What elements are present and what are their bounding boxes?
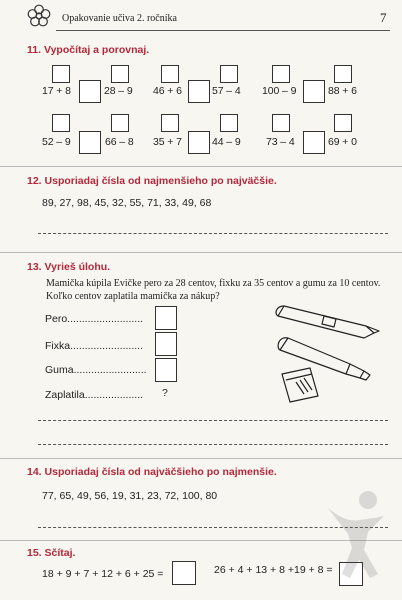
expression: 44 – 9: [212, 136, 241, 148]
section-divider: [0, 458, 402, 459]
page-title: Opakovanie učiva 2. ročníka: [62, 13, 177, 24]
number-list: 89, 27, 98, 45, 32, 55, 71, 33, 49, 68: [42, 197, 212, 209]
compare-box[interactable]: [303, 131, 325, 154]
answer-box[interactable]: [52, 114, 70, 132]
expression: 88 + 6: [328, 85, 357, 97]
answer-box[interactable]: [272, 65, 290, 83]
exercise-11-number: 11.: [27, 44, 42, 56]
exercise-11-title: Vypočítaj a porovnaj.: [43, 44, 150, 56]
addition-expression-1: 18 + 9 + 7 + 12 + 6 + 25 =: [42, 568, 164, 580]
expression: 69 + 0: [328, 136, 357, 148]
answer-line[interactable]: [38, 420, 388, 421]
word-problem-line-2: Koľko centov zaplatila mamička za nákup?: [46, 291, 220, 302]
compare-box[interactable]: [79, 80, 101, 103]
expression: 73 – 4: [266, 136, 295, 148]
answer-line[interactable]: [38, 233, 388, 234]
compare-box[interactable]: [79, 131, 101, 154]
section-divider: [0, 252, 402, 253]
answer-box[interactable]: [161, 114, 179, 132]
answer-box[interactable]: [161, 65, 179, 83]
expression: 66 – 8: [105, 136, 134, 148]
page-number: 7: [380, 10, 387, 25]
price-box-pen[interactable]: [155, 306, 177, 330]
word-problem-line-1: Mamička kúpila Evičke pero za 28 centov, fixku za 35 centov a gumu za 10 centov.: [46, 278, 381, 289]
exercise-15-heading: [27, 547, 75, 559]
exercise-12-title: Usporiadaj čísla od najmenšieho po najväčšie.: [44, 175, 277, 187]
addition-expression-2: 26 + 4 + 13 + 8 +19 + 8 =: [214, 564, 333, 576]
header-underline: [56, 30, 390, 31]
answer-box[interactable]: [220, 65, 238, 83]
item-label-total: Zaplatila....................: [45, 389, 144, 401]
expression: 35 + 7: [153, 136, 182, 148]
answer-line[interactable]: [38, 444, 388, 445]
answer-box[interactable]: [334, 114, 352, 132]
figure-watermark: [318, 488, 390, 584]
pen-marker-eraser-illustration: [266, 298, 386, 408]
exercise-12-number: 12.: [27, 175, 42, 187]
item-label-pen: Pero..........................: [45, 313, 144, 325]
flower-icon: [27, 4, 51, 28]
page-header: [0, 0, 402, 40]
price-box-marker[interactable]: [155, 332, 177, 356]
exercise-14-number: 14.: [27, 466, 42, 478]
price-box-eraser[interactable]: [155, 358, 177, 382]
exercise-14-title: Usporiadaj čísla od najväčšieho po najmenšie.: [44, 466, 277, 478]
answer-box[interactable]: [220, 114, 238, 132]
exercise-13-title: Vyrieš úlohu.: [44, 261, 111, 273]
exercise-13-number: 13.: [27, 261, 42, 273]
number-list: 77, 65, 49, 56, 19, 31, 23, 72, 100, 80: [42, 490, 218, 502]
compare-box[interactable]: [188, 131, 210, 154]
item-label-marker: Fixka.........................: [45, 340, 144, 352]
exercise-13-heading: [27, 261, 110, 273]
expression: 17 + 8: [42, 85, 71, 97]
sum-box-1[interactable]: [172, 561, 196, 585]
question-mark: ?: [162, 387, 168, 399]
answer-box[interactable]: [334, 65, 352, 83]
compare-box[interactable]: [188, 80, 210, 103]
expression: 46 + 6: [153, 85, 182, 97]
item-label-eraser: Guma.........................: [45, 364, 147, 376]
exercise-11-heading: [27, 44, 149, 56]
exercise-15-number: 15.: [27, 547, 42, 559]
exercise-15-title: Sčítaj.: [44, 547, 76, 559]
answer-box[interactable]: [52, 65, 70, 83]
answer-box[interactable]: [111, 65, 129, 83]
expression: 100 – 9: [262, 85, 297, 97]
expression: 28 – 9: [104, 85, 133, 97]
expression: 57 – 4: [212, 85, 241, 97]
expression: 52 – 9: [42, 136, 71, 148]
compare-box[interactable]: [303, 80, 325, 103]
answer-box[interactable]: [111, 114, 129, 132]
exercise-14-heading: [27, 466, 277, 478]
section-divider: [0, 166, 402, 167]
exercise-12-heading: [27, 175, 277, 187]
answer-box[interactable]: [272, 114, 290, 132]
